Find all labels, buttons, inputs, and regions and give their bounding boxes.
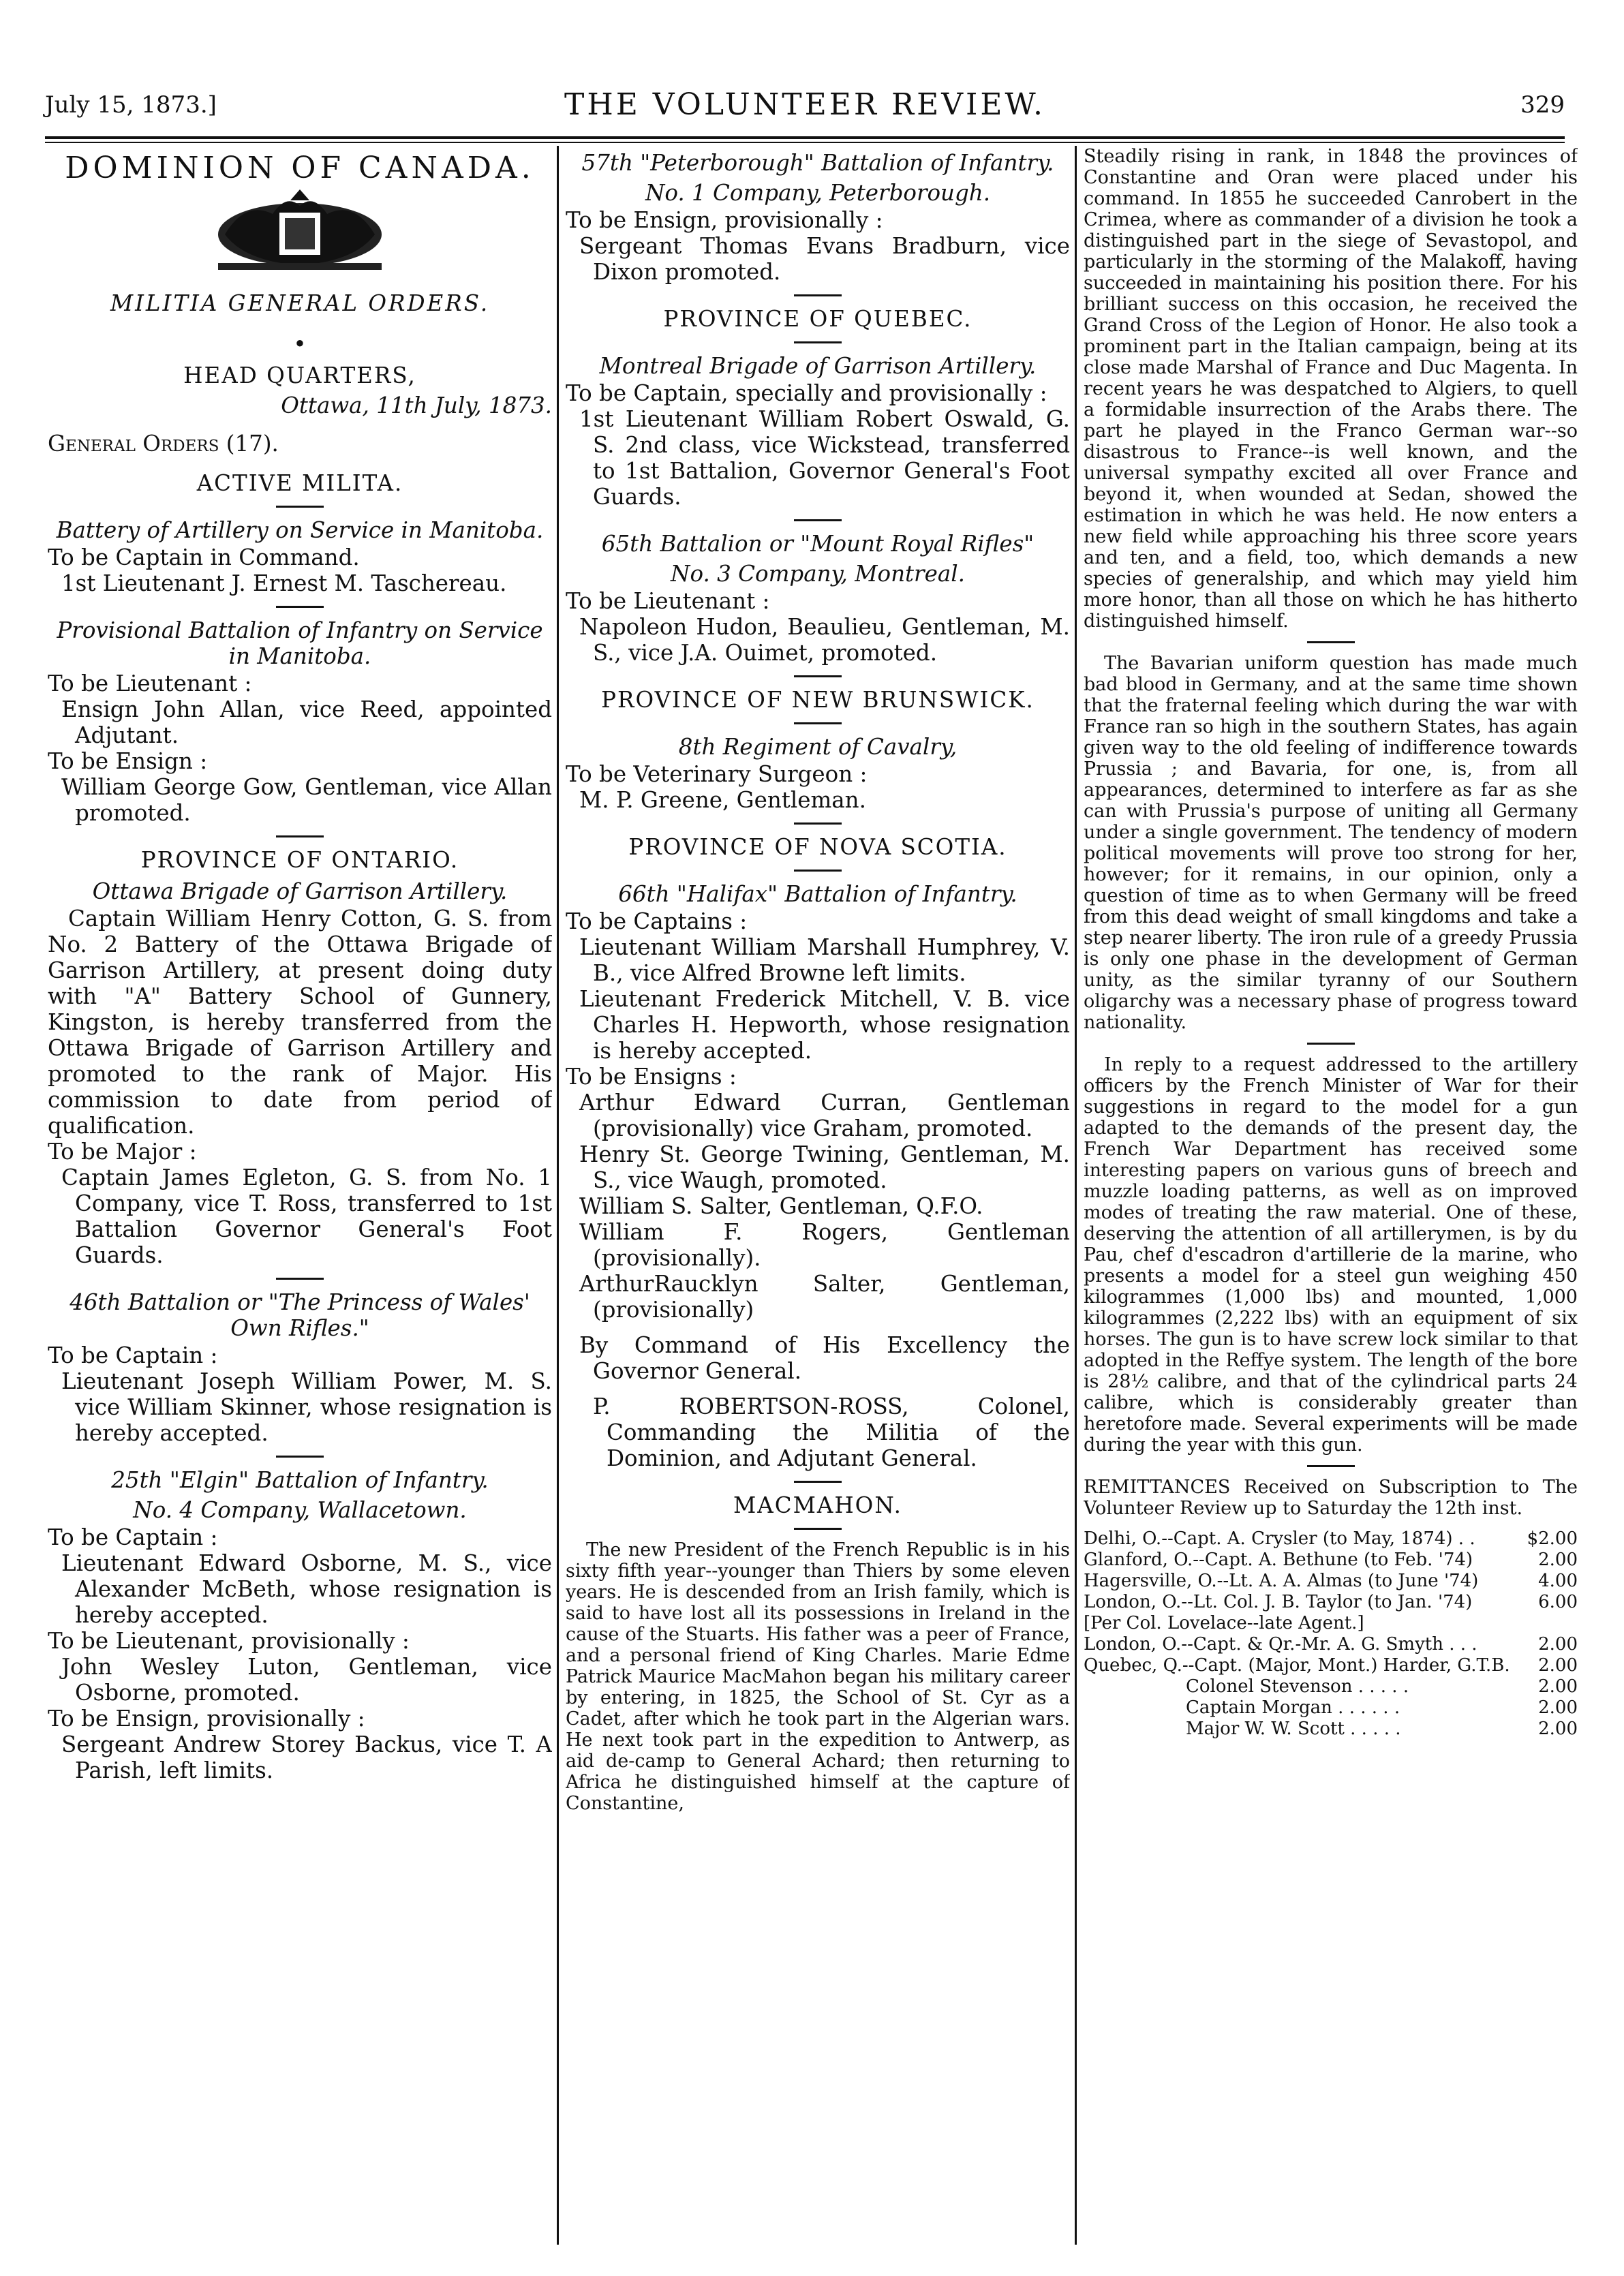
section-heading: Provisional Battalion of Infantry on Service in Manitoba.	[57, 617, 543, 669]
militia-orders-heading: MILITIA GENERAL ORDERS.	[110, 290, 490, 316]
remittance-row	[1084, 1550, 1578, 1571]
province-heading: PROVINCE OF ONTARIO.	[140, 847, 459, 873]
issue-date: July 15, 1873.]	[45, 91, 217, 119]
order-paragraph: Captain William Henry Cotton, G. S. from No. 2 Battery of the Ottawa Brigade of Garrison Artillery, at present doing duty with "A" Battery School of Gunnery, Kingston, is hereby transferred from the Ottawa Brigade of Garrison Artillery and promoted to the rank of Major. His commission to date from period of qualification.	[48, 906, 552, 1139]
short-rule	[794, 294, 842, 296]
order-line: Captain James Egleton, G. S. from No. 1 Company, vice T. Ross, transferred to 1st Battalion Governor General's Foot Guards.	[61, 1165, 552, 1268]
remittance-amount: 2.00	[1538, 1719, 1578, 1739]
order-line: To be Captain :	[48, 1524, 218, 1550]
order-line: To be Captains :	[566, 908, 748, 934]
section-heading: 46th Battalion or "The Princess of Wales' Own Rifles."	[70, 1289, 530, 1341]
active-militia-heading: ACTIVE MILITA.	[196, 470, 403, 496]
remittance-name: Delhi, O.--Capt. A. Crysler (to May, 1874) . .	[1084, 1528, 1475, 1549]
order-line: To be Ensigns :	[566, 1064, 737, 1090]
remittance-amount: $2.00	[1527, 1528, 1578, 1549]
remittance-row	[1084, 1571, 1578, 1592]
order-line: To be Captain in Command.	[48, 544, 360, 570]
general-orders-label: General Orders (17).	[48, 431, 279, 457]
remittance-amount: 2.00	[1538, 1655, 1578, 1676]
section-subheading: No. 1 Company, Peterborough.	[645, 180, 991, 206]
section-heading: 25th "Elgin" Battalion of Infantry.	[111, 1467, 489, 1493]
order-line: Arthur Edward Curran, Gentleman (provisionally) vice Graham, promoted.	[579, 1090, 1070, 1141]
section-heading: Montreal Brigade of Garrison Artillery.	[599, 353, 1037, 379]
short-rule	[794, 822, 842, 825]
short-rule	[276, 606, 324, 608]
header-rule	[45, 136, 1565, 143]
section-heading: Ottawa Brigade of Garrison Artillery.	[92, 878, 508, 904]
signature-block: P. ROBERTSON-ROSS, Colonel, Commanding the Militia of the Dominion, and Adjutant General.	[593, 1394, 1070, 1471]
short-rule	[1307, 1465, 1355, 1467]
section-heading: 66th "Halifax" Battalion of Infantry.	[618, 881, 1017, 907]
order-line: 1st Lieutenant J. Ernest M. Taschereau.	[61, 570, 507, 596]
order-line: Lieutenant Frederick Mitchell, V. B. vice Charles H. Hepworth, whose resignation is hereby accepted.	[579, 986, 1070, 1064]
head-quarters-heading: HEAD QUARTERS,	[183, 363, 416, 388]
short-rule	[276, 506, 324, 508]
order-line: ArthurRaucklyn Salter, Gentleman, (provisionally)	[579, 1271, 1070, 1323]
dominion-heading: DOMINION OF CANADA.	[65, 151, 535, 185]
column-divider	[1075, 146, 1077, 2245]
remittance-amount: 2.00	[1538, 1697, 1578, 1718]
short-rule	[1307, 641, 1355, 643]
order-line: To be Ensign :	[48, 748, 208, 774]
order-line: William F. Rogers, Gentleman (provisionally).	[579, 1219, 1070, 1271]
remittance-row	[1084, 1613, 1578, 1634]
order-line: To be Lieutenant :	[48, 671, 252, 696]
section-subheading: No. 3 Company, Montreal.	[671, 561, 965, 587]
short-rule	[794, 1481, 842, 1483]
order-line: To be Lieutenant, provisionally :	[48, 1628, 410, 1654]
remittance-name: Hagersville, O.--Lt. A. A. Almas (to June '74)	[1084, 1571, 1479, 1591]
remittance-name: Glanford, O.--Capt. A. Bethune (to Feb. '74)	[1084, 1550, 1473, 1570]
section-subheading: No. 4 Company, Wallacetown.	[133, 1497, 467, 1523]
short-rule	[794, 1528, 842, 1530]
command-line: By Command of His Excellency the Governor General.	[579, 1332, 1070, 1384]
page-header	[45, 87, 1565, 135]
remittance-amount	[1571, 1613, 1578, 1634]
short-rule	[794, 519, 842, 521]
remittance-name: [Per Col. Lovelace--late Agent.]	[1084, 1613, 1364, 1633]
short-rule	[794, 722, 842, 724]
section-heading: 57th "Peterborough" Battalion of Infantry.	[581, 150, 1054, 176]
order-line: To be Ensign, provisionally :	[48, 1706, 365, 1732]
column-divider	[557, 146, 559, 2245]
remittance-name: Quebec, Q.--Capt. (Major, Mont.) Harder, G.T.B.	[1084, 1655, 1510, 1676]
order-line: 1st Lieutenant William Robert Oswald, G. S. 2nd class, vice Wickstead, transferred to 1st Battalion, Governor General's Foot Guards.	[579, 406, 1070, 510]
column-1	[48, 146, 552, 2245]
remittance-row	[1084, 1528, 1578, 1550]
short-rule	[276, 835, 324, 837]
order-line: To be Captain, specially and provisionally :	[566, 380, 1047, 406]
section-heading: 65th Battalion or "Mount Royal Rifles"	[601, 531, 1035, 557]
order-line: To be Veterinary Surgeon :	[566, 761, 868, 787]
page-number: 329	[1520, 91, 1565, 119]
column-2	[566, 146, 1070, 2245]
remittances-heading: REMITTANCES Received on Subscription to The Volunteer Review up to Saturday the 12th inst.	[1084, 1477, 1578, 1519]
remittance-amount: 2.00	[1538, 1676, 1578, 1697]
order-line: Napoleon Hudon, Beaulieu, Gentleman, M. S., vice J.A. Ouimet, promoted.	[579, 614, 1070, 666]
remittance-name: London, O.--Capt. & Qr.-Mr. A. G. Smyth . . .	[1084, 1634, 1477, 1655]
order-line: Ensign John Allan, vice Reed, appointed Adjutant.	[61, 696, 552, 748]
order-line: Sergeant Thomas Evans Bradburn, vice Dixon promoted.	[579, 233, 1070, 285]
order-line: To be Major :	[48, 1139, 197, 1165]
order-line: To be Lieutenant :	[566, 588, 770, 614]
province-heading: PROVINCE OF NEW BRUNSWICK.	[601, 687, 1035, 713]
remittance-row	[1084, 1592, 1578, 1613]
place-date-line: Ottawa, 11th July, 1873.	[281, 393, 552, 418]
short-rule	[276, 1278, 324, 1280]
remittances-list	[1084, 1528, 1578, 1740]
order-line: Henry St. George Twining, Gentleman, M. S., vice Waugh, promoted.	[579, 1141, 1070, 1193]
province-heading: PROVINCE OF QUEBEC.	[663, 306, 972, 332]
article-heading: MACMAHON.	[733, 1492, 903, 1518]
order-line: To be Ensign, provisionally :	[566, 207, 883, 233]
short-rule	[794, 870, 842, 872]
remittance-name: Captain Morgan . . . . . .	[1186, 1697, 1400, 1718]
order-line: Lieutenant William Marshall Humphrey, V. B., vice Alfred Browne left limits.	[579, 934, 1070, 986]
order-line: M. P. Greene, Gentleman.	[579, 787, 866, 813]
order-line: John Wesley Luton, Gentleman, vice Osborne, promoted.	[61, 1654, 552, 1706]
remittance-row	[1084, 1697, 1578, 1719]
remittance-row	[1084, 1676, 1578, 1697]
order-line: Lieutenant Joseph William Power, M. S. vice William Skinner, whose resignation is hereby accepted.	[61, 1368, 552, 1446]
section-heading: Battery of Artillery on Service in Manitoba.	[56, 517, 544, 543]
remittance-name: Colonel Stevenson . . . . .	[1186, 1676, 1409, 1697]
remittance-amount: 4.00	[1538, 1571, 1578, 1591]
short-rule	[794, 675, 842, 677]
order-line: William George Gow, Gentleman, vice Allan promoted.	[61, 774, 552, 826]
remittance-row	[1084, 1634, 1578, 1655]
short-rule	[794, 341, 842, 343]
remittance-name: Major W. W. Scott . . . . .	[1186, 1719, 1401, 1739]
remittance-amount: 6.00	[1538, 1592, 1578, 1612]
newspaper-title: THE VOLUNTEER REVIEW.	[564, 87, 1046, 122]
column-3	[1084, 146, 1578, 2245]
remittance-amount: 2.00	[1538, 1550, 1578, 1570]
order-line: William S. Salter, Gentleman, Q.F.O.	[579, 1193, 983, 1219]
article-paragraph: The new President of the French Republic is in his sixty fifth year--younger than Thiers by some eleven years. He is descended from an Irish family, which is said to have lost all its possessions in Ireland in the cause of the Stuarts. His father was a peer of France, and a personal friend of King Charles. Marie Edme Patrick Maurice MacMahon began his military career by entering, in 1825, the School of St. Cyr as a Cadet, after which he took part in the Algerian wars. He next took part in the expedition to Antwerp, as aid de-camp to General Achard; then returning to Africa he distinguished himself at the capture of Constantine,	[566, 1539, 1070, 1814]
remittance-row	[1084, 1719, 1578, 1740]
remittance-name: London, O.--Lt. Col. J. B. Taylor (to Jan. '74)	[1084, 1592, 1473, 1612]
section-heading: 8th Regiment of Cavalry,	[678, 734, 957, 760]
royal-arms-crest-icon	[204, 187, 395, 275]
order-line: To be Captain :	[48, 1342, 218, 1368]
article-paragraph: The Bavarian uniform question has made much bad blood in Germany, and at the same time shown that the fraternal feeling which during the war with France ran so high in the southern States, has again given way to the old feeling of indifference towards Prussia ; and Bavaria, for one, is, from all appearances, determined to interfere as far as she can with Prussia's purpose of uniting all Germany under a single government. The tendency of modern political movements will prove too strong for her, however; for it remains, in our opinion, only a question of time as to when Germany will be freed from this dead weight of small kingdoms and take a step nearer liberty. The iron rule of a greedy Prussia is only one phase in the development of German unity, as the similar tyranny of our Southern oligarchy was a necessary phase of progress toward nationality.	[1084, 653, 1578, 1033]
bullet-dot: •	[293, 331, 307, 357]
province-heading: PROVINCE OF NOVA SCOTIA.	[628, 834, 1007, 860]
short-rule	[276, 1456, 324, 1458]
article-paragraph: In reply to a request addressed to the artillery officers by the French Minister of War for their suggestions in regard to the model for a gun adapted to the demands of the present day, the French War Department has received some interesting papers on various guns of breech and muzzle loading patterns, as well as on improved modes of treating the raw material. One of these, deserving the attention of all artillerymen, is by du Pau, chef d'escadron d'artillerie de la marine, who presents a model for a steel gun weighing 450 kilogrammes (1,000 lbs) and mounted, 1,000 kilogrammes (2,222 lbs) with an equipment of six horses. The gun is to have screw lock similar to that adopted in the Reffye system. The length of the bore is 28½ calibre, and that of the cylindrical parts 24 calibre, which is considerably greater than heretofore made. Several experiments will be made during the year with this gun.	[1084, 1054, 1578, 1456]
remittance-row	[1084, 1655, 1578, 1676]
article-paragraph: Steadily rising in rank, in 1848 the provinces of Constantine and Oran were placed under his command. In 1855 he succeeded Canrobert in the Crimea, where as commander of a division he took a distinguished part in the siege of Sevastopol, and particularly in the storming of the Malakoff, having succeeded in maintaining his position there. For his brilliant success on this occasion, he received the Grand Cross of the Legion of Honor. He also took a prominent part in the Italian campaign, being at its close made Marshal of France and Duc Magenta. In recent years he was despatched to Algiers, to quell a formidable insurrection of the Arabs there. The part he played in the Franco German war--so disastrous to France--is well known, and the universal sympathy excited all over France and beyond it, when wounded at Sedan, showed the estimation in which he was held. He now enters a new field while approaching his three score years and ten, and a field, too, which demands a new species of generalship, and which may yield him more honor, than all those on which he has hitherto distinguished himself.	[1084, 146, 1578, 632]
remittance-amount: 2.00	[1538, 1634, 1578, 1655]
short-rule	[1307, 1043, 1355, 1045]
order-line: Sergeant Andrew Storey Backus, vice T. A Parish, left limits.	[61, 1732, 552, 1783]
order-line: Lieutenant Edward Osborne, M. S., vice Alexander McBeth, whose resignation is hereby accepted.	[61, 1550, 552, 1628]
